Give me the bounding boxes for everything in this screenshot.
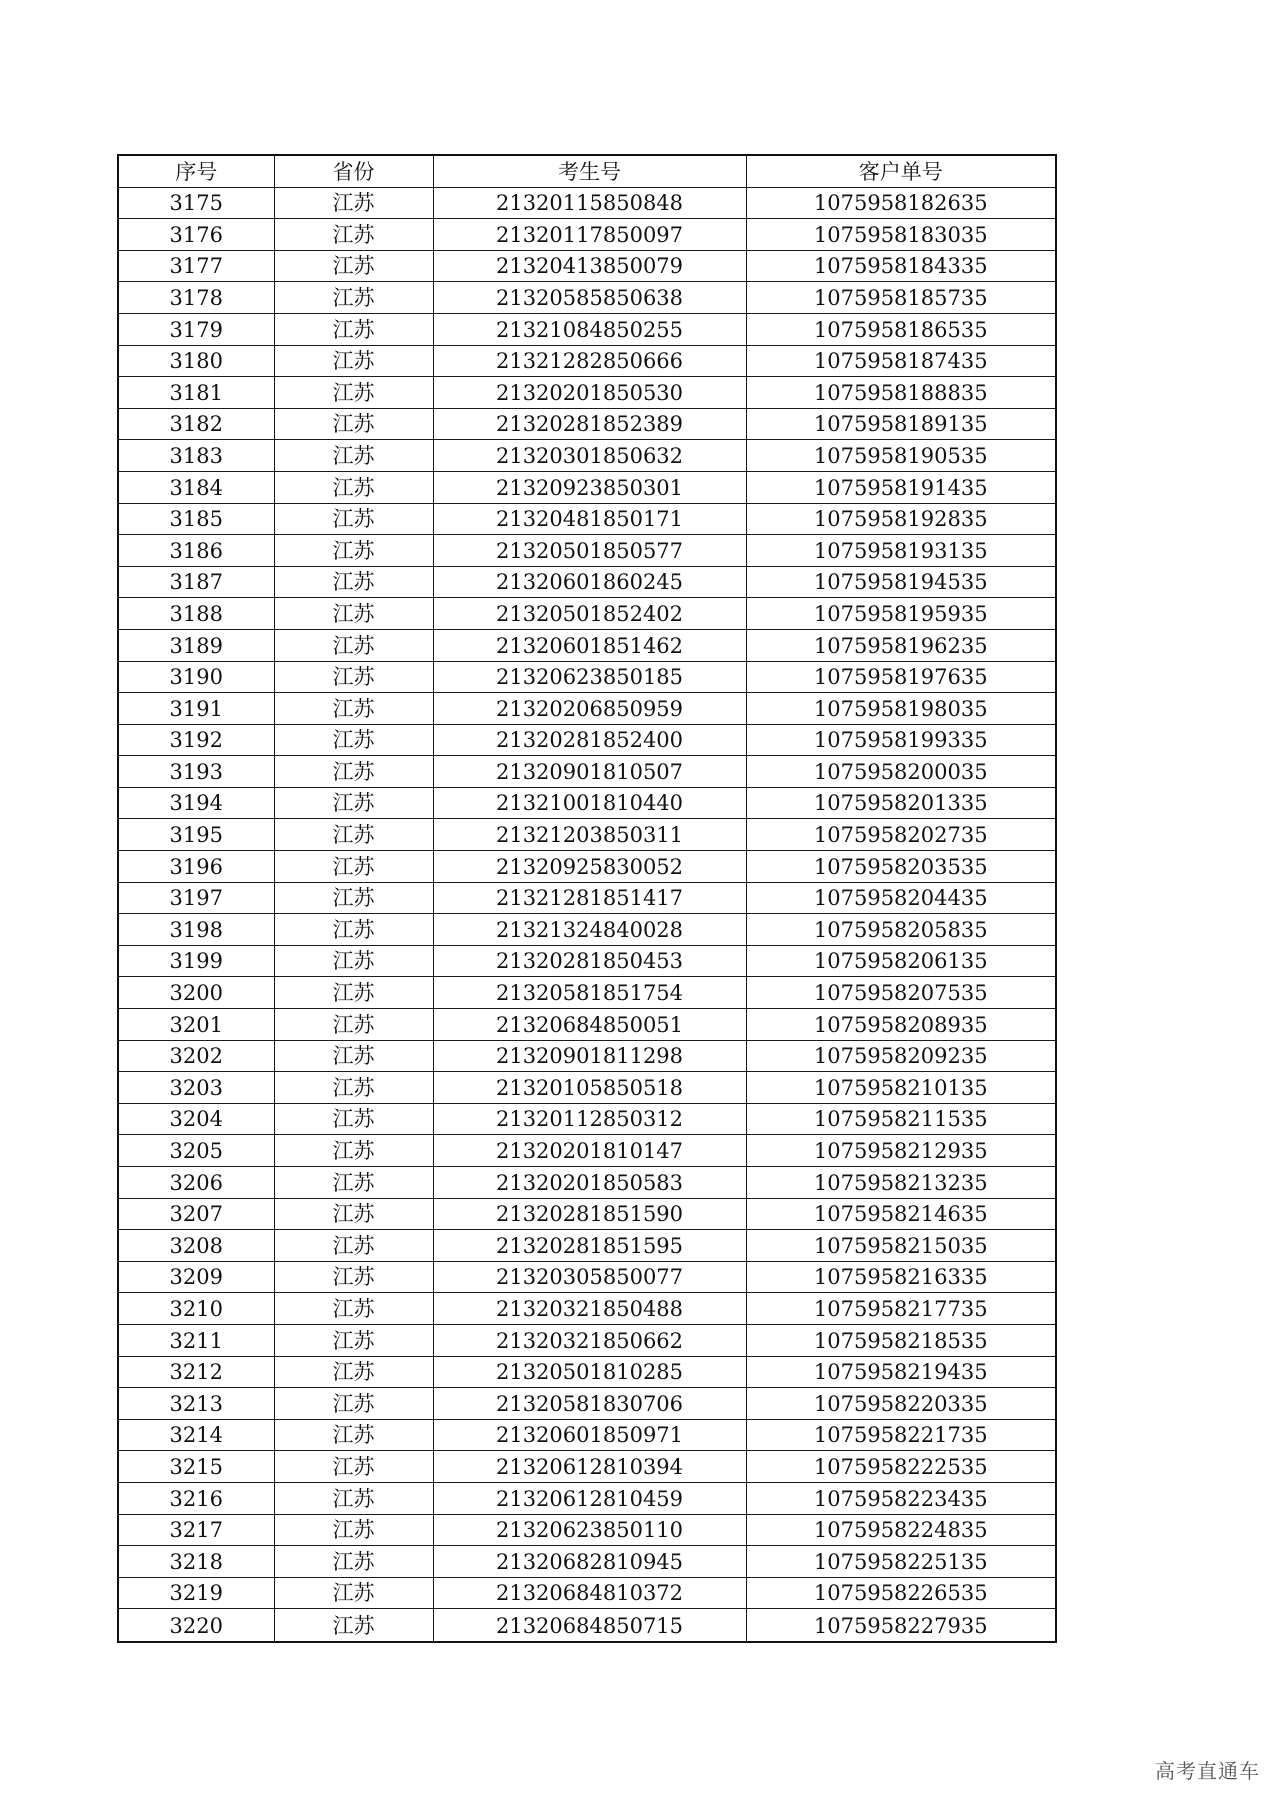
- cell-candidate-number: 21320581851754: [433, 977, 746, 1009]
- cell-province: 江苏: [274, 661, 433, 693]
- cell-serial-number: 3190: [118, 661, 274, 693]
- cell-customer-order-number: 1075958214635: [746, 1198, 1056, 1230]
- cell-serial-number: 3210: [118, 1293, 274, 1325]
- cell-serial-number: 3200: [118, 977, 274, 1009]
- table-row: [118, 1261, 1056, 1293]
- table-row: [118, 819, 1056, 851]
- cell-candidate-number: 21320112850312: [433, 1103, 746, 1135]
- cell-serial-number: 3187: [118, 566, 274, 598]
- cell-candidate-number: 21320684850715: [433, 1609, 746, 1643]
- cell-customer-order-number: 1075958220335: [746, 1388, 1056, 1420]
- table-row: [118, 250, 1056, 282]
- cell-candidate-number: 21320321850488: [433, 1293, 746, 1325]
- table-row: [118, 1419, 1056, 1451]
- cell-province: 江苏: [274, 1324, 433, 1356]
- cell-customer-order-number: 1075958196235: [746, 629, 1056, 661]
- header-customer-order-number: 客户单号: [746, 155, 1056, 187]
- cell-province: 江苏: [274, 914, 433, 946]
- cell-province: 江苏: [274, 1072, 433, 1104]
- cell-candidate-number: 21320581830706: [433, 1388, 746, 1420]
- cell-customer-order-number: 1075958188835: [746, 377, 1056, 409]
- watermark-text: 高考直通车: [1155, 1759, 1260, 1783]
- cell-customer-order-number: 1075958197635: [746, 661, 1056, 693]
- cell-customer-order-number: 1075958204435: [746, 882, 1056, 914]
- cell-serial-number: 3215: [118, 1451, 274, 1483]
- table-row: [118, 313, 1056, 345]
- table-row: [118, 345, 1056, 377]
- cell-province: 江苏: [274, 598, 433, 630]
- cell-province: 江苏: [274, 1261, 433, 1293]
- table-row: [118, 1324, 1056, 1356]
- cell-customer-order-number: 1075958191435: [746, 471, 1056, 503]
- table-row: [118, 598, 1056, 630]
- cell-candidate-number: 21320601860245: [433, 566, 746, 598]
- cell-customer-order-number: 1075958203535: [746, 851, 1056, 883]
- table-header-row: [118, 155, 1056, 187]
- cell-candidate-number: 21320301850632: [433, 440, 746, 472]
- cell-province: 江苏: [274, 724, 433, 756]
- cell-province: 江苏: [274, 440, 433, 472]
- cell-serial-number: 3178: [118, 282, 274, 314]
- cell-customer-order-number: 1075958218535: [746, 1324, 1056, 1356]
- cell-customer-order-number: 1075958182635: [746, 187, 1056, 219]
- cell-customer-order-number: 1075958187435: [746, 345, 1056, 377]
- cell-province: 江苏: [274, 313, 433, 345]
- cell-province: 江苏: [274, 566, 433, 598]
- cell-serial-number: 3205: [118, 1135, 274, 1167]
- cell-customer-order-number: 1075958221735: [746, 1419, 1056, 1451]
- cell-customer-order-number: 1075958207535: [746, 977, 1056, 1009]
- cell-serial-number: 3177: [118, 250, 274, 282]
- cell-candidate-number: 21320321850662: [433, 1324, 746, 1356]
- table-row: [118, 1514, 1056, 1546]
- cell-candidate-number: 21320281851590: [433, 1198, 746, 1230]
- cell-serial-number: 3201: [118, 1009, 274, 1041]
- cell-serial-number: 3219: [118, 1577, 274, 1609]
- cell-candidate-number: 21321203850311: [433, 819, 746, 851]
- table-row: [118, 1577, 1056, 1609]
- cell-customer-order-number: 1075958225135: [746, 1546, 1056, 1578]
- cell-customer-order-number: 1075958198035: [746, 693, 1056, 725]
- cell-serial-number: 3212: [118, 1356, 274, 1388]
- cell-candidate-number: 21320117850097: [433, 219, 746, 251]
- cell-candidate-number: 21320925830052: [433, 851, 746, 883]
- cell-province: 江苏: [274, 1356, 433, 1388]
- cell-customer-order-number: 1075958213235: [746, 1167, 1056, 1199]
- cell-province: 江苏: [274, 1167, 433, 1199]
- cell-serial-number: 3188: [118, 598, 274, 630]
- cell-province: 江苏: [274, 882, 433, 914]
- cell-candidate-number: 21320501852402: [433, 598, 746, 630]
- admission-table: [117, 154, 1057, 1643]
- cell-serial-number: 3204: [118, 1103, 274, 1135]
- cell-province: 江苏: [274, 345, 433, 377]
- cell-serial-number: 3186: [118, 535, 274, 567]
- cell-province: 江苏: [274, 1293, 433, 1325]
- cell-province: 江苏: [274, 629, 433, 661]
- cell-candidate-number: 21320612810394: [433, 1451, 746, 1483]
- cell-customer-order-number: 1075958224835: [746, 1514, 1056, 1546]
- cell-candidate-number: 21320623850110: [433, 1514, 746, 1546]
- cell-serial-number: 3195: [118, 819, 274, 851]
- header-serial-number: 序号: [118, 155, 274, 187]
- table-row: [118, 1546, 1056, 1578]
- table-row: [118, 566, 1056, 598]
- cell-candidate-number: 21320281852400: [433, 724, 746, 756]
- cell-serial-number: 3208: [118, 1230, 274, 1262]
- cell-candidate-number: 21320305850077: [433, 1261, 746, 1293]
- cell-customer-order-number: 1075958223435: [746, 1482, 1056, 1514]
- table-row: [118, 282, 1056, 314]
- cell-serial-number: 3202: [118, 1040, 274, 1072]
- cell-customer-order-number: 1075958209235: [746, 1040, 1056, 1072]
- cell-serial-number: 3211: [118, 1324, 274, 1356]
- table-row: [118, 661, 1056, 693]
- cell-customer-order-number: 1075958199335: [746, 724, 1056, 756]
- cell-serial-number: 3206: [118, 1167, 274, 1199]
- cell-province: 江苏: [274, 787, 433, 819]
- cell-customer-order-number: 1075958186535: [746, 313, 1056, 345]
- table-row: [118, 1009, 1056, 1041]
- cell-candidate-number: 21320281850453: [433, 945, 746, 977]
- table-row: [118, 977, 1056, 1009]
- cell-serial-number: 3198: [118, 914, 274, 946]
- cell-customer-order-number: 1075958215035: [746, 1230, 1056, 1262]
- cell-customer-order-number: 1075958219435: [746, 1356, 1056, 1388]
- cell-province: 江苏: [274, 1451, 433, 1483]
- table-row: [118, 851, 1056, 883]
- cell-candidate-number: 21320206850959: [433, 693, 746, 725]
- cell-candidate-number: 21320201850583: [433, 1167, 746, 1199]
- cell-candidate-number: 21321281851417: [433, 882, 746, 914]
- cell-serial-number: 3197: [118, 882, 274, 914]
- cell-serial-number: 3196: [118, 851, 274, 883]
- cell-customer-order-number: 1075958195935: [746, 598, 1056, 630]
- cell-customer-order-number: 1075958206135: [746, 945, 1056, 977]
- cell-customer-order-number: 1075958210135: [746, 1072, 1056, 1104]
- cell-customer-order-number: 1075958185735: [746, 282, 1056, 314]
- cell-serial-number: 3189: [118, 629, 274, 661]
- cell-candidate-number: 21320612810459: [433, 1482, 746, 1514]
- cell-serial-number: 3175: [118, 187, 274, 219]
- cell-customer-order-number: 1075958222535: [746, 1451, 1056, 1483]
- cell-province: 江苏: [274, 1419, 433, 1451]
- table-row: [118, 629, 1056, 661]
- table-row: [118, 1103, 1056, 1135]
- header-candidate-number: 考生号: [433, 155, 746, 187]
- cell-serial-number: 3214: [118, 1419, 274, 1451]
- table-row: [118, 408, 1056, 440]
- cell-candidate-number: 21320601850971: [433, 1419, 746, 1451]
- cell-customer-order-number: 1075958227935: [746, 1609, 1056, 1643]
- table-row: [118, 1167, 1056, 1199]
- cell-serial-number: 3179: [118, 313, 274, 345]
- cell-customer-order-number: 1075958202735: [746, 819, 1056, 851]
- header-province: 省份: [274, 155, 433, 187]
- cell-province: 江苏: [274, 219, 433, 251]
- cell-customer-order-number: 1075958205835: [746, 914, 1056, 946]
- table-row: [118, 1482, 1056, 1514]
- cell-serial-number: 3183: [118, 440, 274, 472]
- cell-province: 江苏: [274, 1546, 433, 1578]
- cell-customer-order-number: 1075958193135: [746, 535, 1056, 567]
- cell-candidate-number: 21320682810945: [433, 1546, 746, 1578]
- table-row: [118, 471, 1056, 503]
- cell-province: 江苏: [274, 408, 433, 440]
- cell-serial-number: 3218: [118, 1546, 274, 1578]
- cell-province: 江苏: [274, 1230, 433, 1262]
- cell-serial-number: 3203: [118, 1072, 274, 1104]
- cell-customer-order-number: 1075958216335: [746, 1261, 1056, 1293]
- table-row: [118, 1356, 1056, 1388]
- cell-province: 江苏: [274, 851, 433, 883]
- cell-customer-order-number: 1075958189135: [746, 408, 1056, 440]
- cell-candidate-number: 21320901811298: [433, 1040, 746, 1072]
- table-row: [118, 693, 1056, 725]
- cell-candidate-number: 21321282850666: [433, 345, 746, 377]
- table-row: [118, 1230, 1056, 1262]
- cell-province: 江苏: [274, 693, 433, 725]
- table-row: [118, 440, 1056, 472]
- cell-candidate-number: 21320684810372: [433, 1577, 746, 1609]
- cell-customer-order-number: 1075958184335: [746, 250, 1056, 282]
- table-row: [118, 1451, 1056, 1483]
- cell-candidate-number: 21321001810440: [433, 787, 746, 819]
- table-row: [118, 1072, 1056, 1104]
- cell-candidate-number: 21320601851462: [433, 629, 746, 661]
- cell-candidate-number: 21320201850530: [433, 377, 746, 409]
- cell-province: 江苏: [274, 1514, 433, 1546]
- cell-customer-order-number: 1075958192835: [746, 503, 1056, 535]
- cell-province: 江苏: [274, 1198, 433, 1230]
- cell-serial-number: 3192: [118, 724, 274, 756]
- cell-serial-number: 3185: [118, 503, 274, 535]
- table-row: [118, 219, 1056, 251]
- cell-serial-number: 3213: [118, 1388, 274, 1420]
- table-row: [118, 377, 1056, 409]
- cell-candidate-number: 21320623850185: [433, 661, 746, 693]
- cell-province: 江苏: [274, 503, 433, 535]
- cell-candidate-number: 21320585850638: [433, 282, 746, 314]
- cell-province: 江苏: [274, 1103, 433, 1135]
- table-row: [118, 187, 1056, 219]
- cell-province: 江苏: [274, 1609, 433, 1643]
- cell-candidate-number: 21320115850848: [433, 187, 746, 219]
- cell-candidate-number: 21320413850079: [433, 250, 746, 282]
- cell-province: 江苏: [274, 1482, 433, 1514]
- table-row: [118, 914, 1056, 946]
- cell-province: 江苏: [274, 471, 433, 503]
- cell-serial-number: 3191: [118, 693, 274, 725]
- cell-candidate-number: 21321084850255: [433, 313, 746, 345]
- cell-customer-order-number: 1075958194535: [746, 566, 1056, 598]
- cell-serial-number: 3207: [118, 1198, 274, 1230]
- cell-province: 江苏: [274, 250, 433, 282]
- cell-province: 江苏: [274, 1009, 433, 1041]
- cell-serial-number: 3209: [118, 1261, 274, 1293]
- table-row: [118, 1135, 1056, 1167]
- cell-province: 江苏: [274, 1577, 433, 1609]
- cell-customer-order-number: 1075958183035: [746, 219, 1056, 251]
- cell-province: 江苏: [274, 1388, 433, 1420]
- cell-candidate-number: 21321324840028: [433, 914, 746, 946]
- cell-candidate-number: 21320201810147: [433, 1135, 746, 1167]
- cell-serial-number: 3182: [118, 408, 274, 440]
- table-row: [118, 787, 1056, 819]
- cell-candidate-number: 21320501850577: [433, 535, 746, 567]
- cell-customer-order-number: 1075958201335: [746, 787, 1056, 819]
- cell-candidate-number: 21320281852389: [433, 408, 746, 440]
- cell-serial-number: 3181: [118, 377, 274, 409]
- cell-customer-order-number: 1075958226535: [746, 1577, 1056, 1609]
- table-row: [118, 945, 1056, 977]
- cell-province: 江苏: [274, 187, 433, 219]
- cell-province: 江苏: [274, 756, 433, 788]
- table-row: [118, 535, 1056, 567]
- cell-province: 江苏: [274, 377, 433, 409]
- cell-candidate-number: 21320684850051: [433, 1009, 746, 1041]
- cell-serial-number: 3199: [118, 945, 274, 977]
- cell-customer-order-number: 1075958212935: [746, 1135, 1056, 1167]
- table-row: [118, 503, 1056, 535]
- table-row: [118, 1293, 1056, 1325]
- cell-serial-number: 3216: [118, 1482, 274, 1514]
- cell-customer-order-number: 1075958211535: [746, 1103, 1056, 1135]
- cell-province: 江苏: [274, 977, 433, 1009]
- table-body: [118, 187, 1056, 1642]
- cell-province: 江苏: [274, 535, 433, 567]
- cell-serial-number: 3194: [118, 787, 274, 819]
- cell-serial-number: 3184: [118, 471, 274, 503]
- cell-customer-order-number: 1075958190535: [746, 440, 1056, 472]
- cell-province: 江苏: [274, 945, 433, 977]
- cell-serial-number: 3217: [118, 1514, 274, 1546]
- cell-candidate-number: 21320105850518: [433, 1072, 746, 1104]
- cell-province: 江苏: [274, 282, 433, 314]
- cell-candidate-number: 21320481850171: [433, 503, 746, 535]
- cell-candidate-number: 21320281851595: [433, 1230, 746, 1262]
- table-row: [118, 1388, 1056, 1420]
- cell-province: 江苏: [274, 1135, 433, 1167]
- table-row: [118, 882, 1056, 914]
- table-row: [118, 756, 1056, 788]
- cell-customer-order-number: 1075958208935: [746, 1009, 1056, 1041]
- table-row: [118, 1040, 1056, 1072]
- table-row: [118, 1609, 1056, 1643]
- cell-candidate-number: 21320901810507: [433, 756, 746, 788]
- cell-serial-number: 3220: [118, 1609, 274, 1643]
- cell-serial-number: 3193: [118, 756, 274, 788]
- cell-province: 江苏: [274, 819, 433, 851]
- cell-serial-number: 3176: [118, 219, 274, 251]
- cell-customer-order-number: 1075958200035: [746, 756, 1056, 788]
- table-row: [118, 1198, 1056, 1230]
- cell-candidate-number: 21320501810285: [433, 1356, 746, 1388]
- cell-province: 江苏: [274, 1040, 433, 1072]
- table-row: [118, 724, 1056, 756]
- cell-customer-order-number: 1075958217735: [746, 1293, 1056, 1325]
- cell-candidate-number: 21320923850301: [433, 471, 746, 503]
- cell-serial-number: 3180: [118, 345, 274, 377]
